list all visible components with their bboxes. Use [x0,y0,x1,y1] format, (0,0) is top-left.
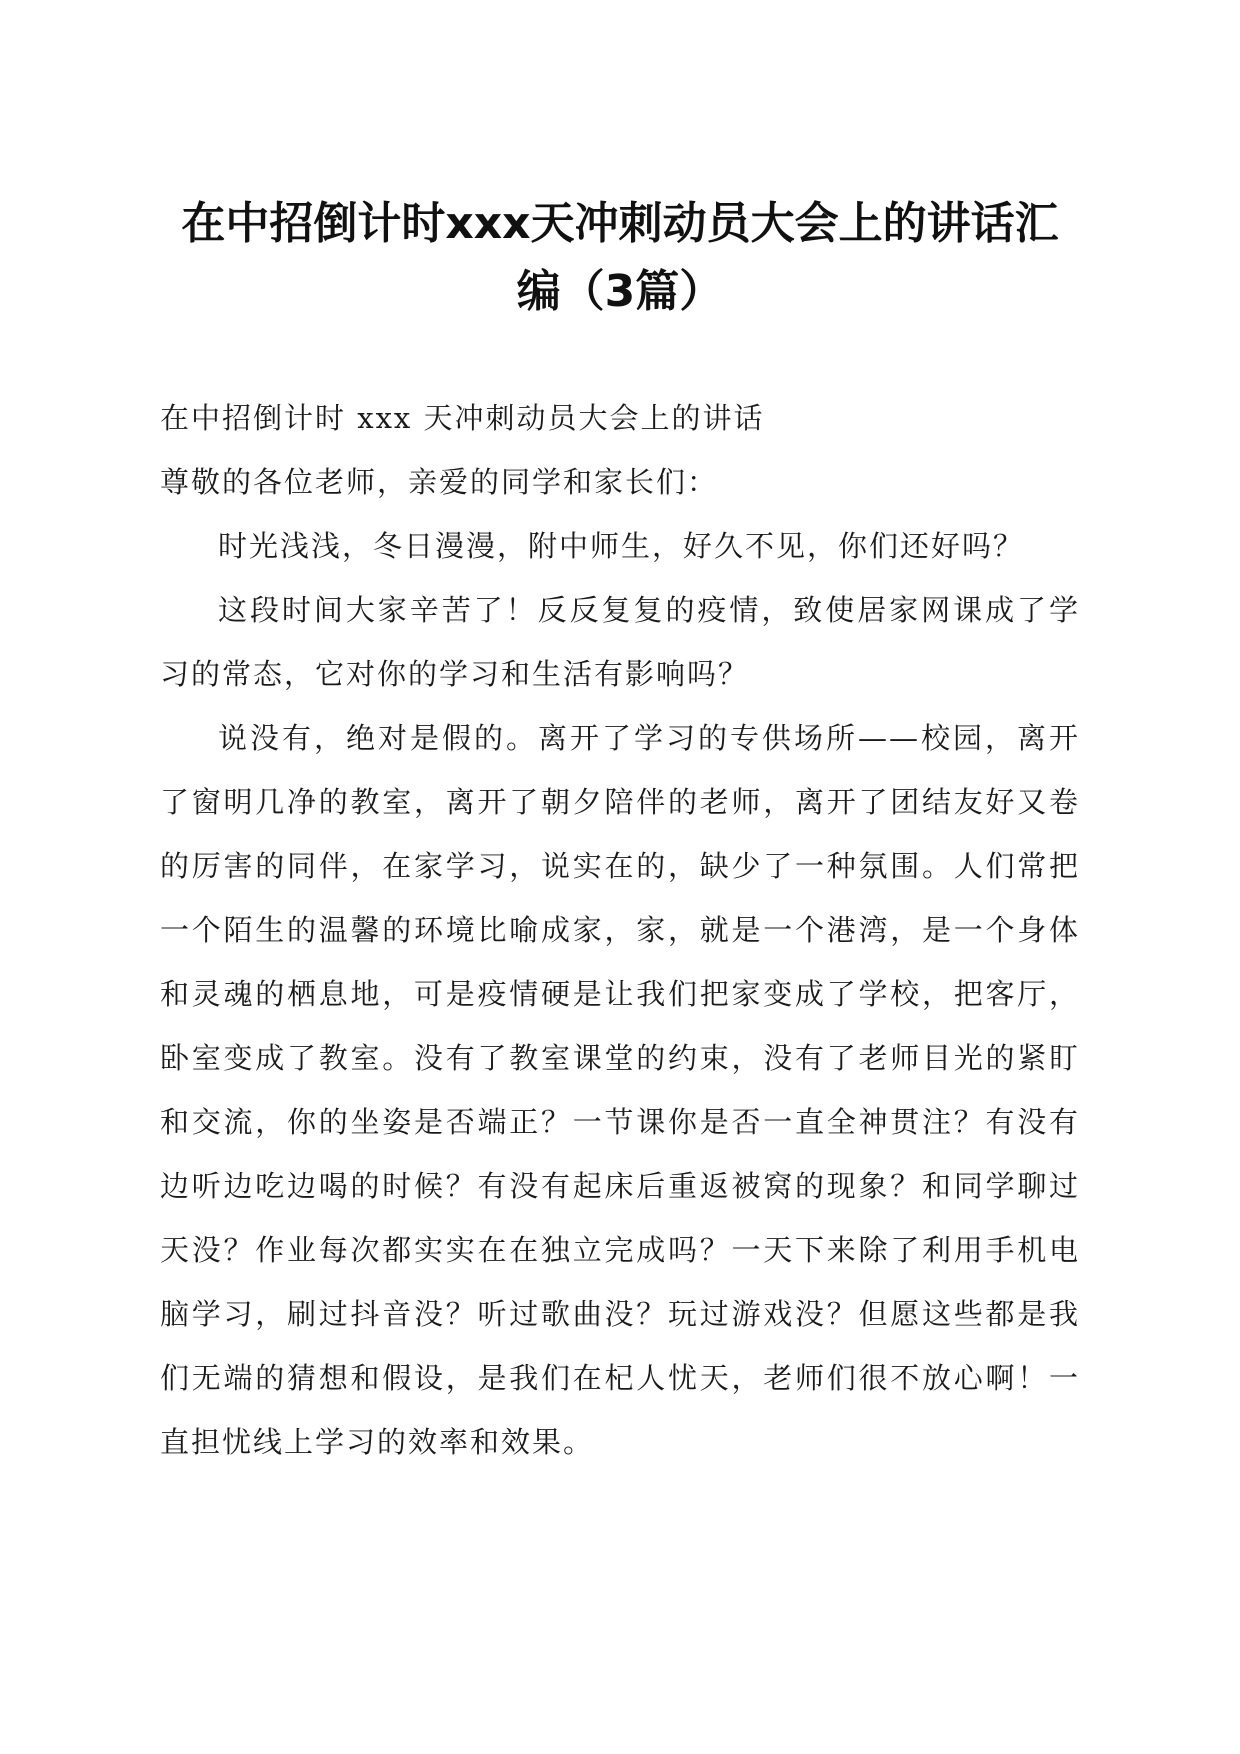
paragraph: 时光浅浅，冬日漫漫，附中师生，好久不见，你们还好吗？ [218,529,1025,563]
title-line-2: 编（3篇） [516,266,724,317]
salutation: 尊敬的各位老师，亲爱的同学和家长们： [160,465,719,499]
speech-subtitle: 在中招倒计时 xxx 天冲刺动员大会上的讲话 [160,401,765,435]
document-title [140,190,1100,326]
title-line-1: 在中招倒计时xxx天冲刺动员大会上的讲话汇 [181,198,1059,249]
document-body [160,386,1080,1474]
paragraph: 这段时间大家辛苦了！反反复复的疫情，致使居家网课成了学习的常态，它对你的学习和生活有影响吗？ [160,593,1080,691]
paragraph: 说没有，绝对是假的。离开了学习的专供场所——校园，离开了窗明几净的教室，离开了朝夕陪伴的老师，离开了团结友好又卷的厉害的同伴，在家学习，说实在的，缺少了一种氛围。人们常把一个陌生的温馨的环境比喻成家，家，就是一个港湾，是一个身体和灵魂的栖息地，可是疫情硬是让我们把家变成了学校，把客厅，卧室变成了教室。没有了教室课堂的约束，没有了老师目光的紧盯和交流，你的坐姿是否端正？一节课你是否一直全神贯注？有没有边听边吃边喝的时候？有没有起床后重返被窝的现象？和同学聊过天没？作业每次都实实在在独立完成吗？一天下来除了利用手机电脑学习，刷过抖音没？听过歌曲没？玩过游戏没？但愿这些都是我们无端的猜想和假设，是我们在杞人忧天，老师们很不放心啊！一直担忧线上学习的效率和效果。 [160,721,1080,1459]
